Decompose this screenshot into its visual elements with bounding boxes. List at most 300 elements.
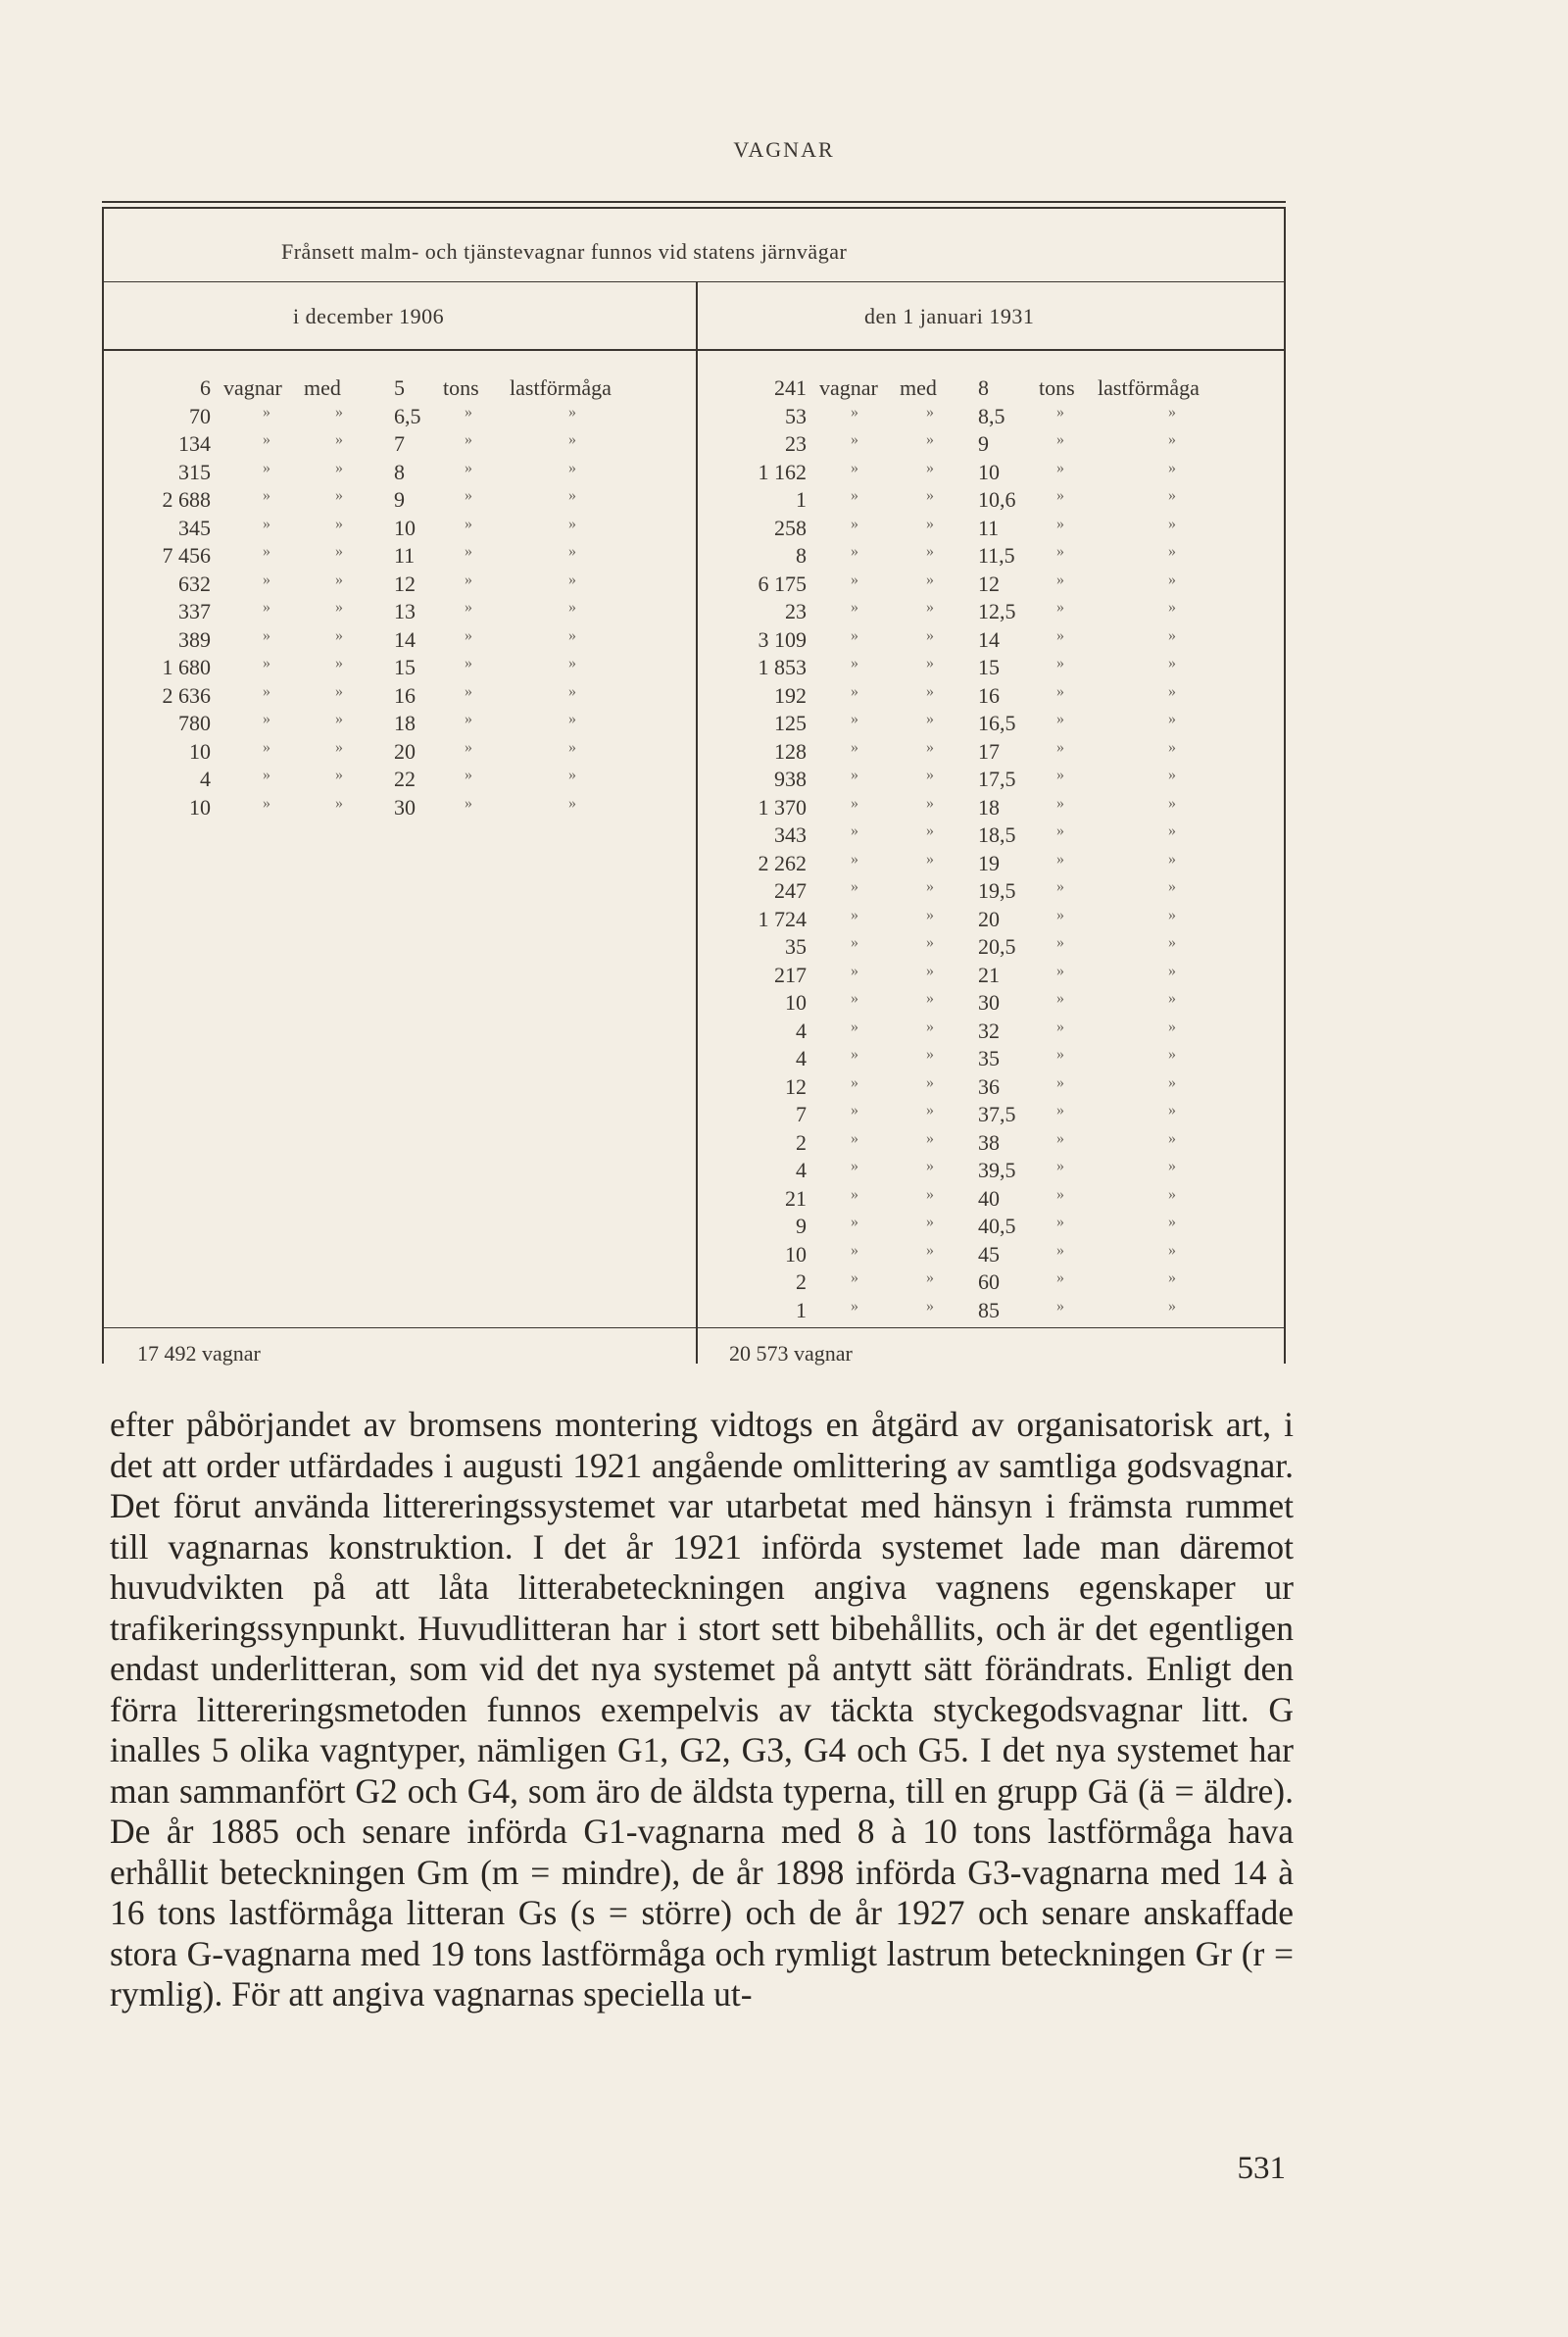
ditto-mark: » xyxy=(1056,1046,1064,1063)
ditto-mark: » xyxy=(1056,1102,1064,1119)
ditto-mark: » xyxy=(851,1073,858,1091)
ditto-mark: » xyxy=(1056,543,1064,560)
ditto-mark: » xyxy=(1168,1073,1176,1091)
ditto-mark: » xyxy=(851,990,858,1007)
right-column-heading: den 1 januari 1931 xyxy=(864,304,1035,328)
ditto-mark: » xyxy=(851,403,858,421)
wagon-count: 217 xyxy=(774,962,807,987)
table-row xyxy=(0,1074,1568,1102)
ditto-mark: » xyxy=(335,459,343,476)
ditto-mark: » xyxy=(1056,571,1064,588)
ditto-mark: » xyxy=(465,487,472,504)
capacity: 19,5 xyxy=(978,878,1016,903)
ditto-mark: » xyxy=(851,934,858,951)
capacity: 18 xyxy=(394,711,416,735)
ditto-mark: » xyxy=(568,738,576,756)
table-row xyxy=(0,375,1568,403)
capacity: 7 xyxy=(394,431,405,456)
ditto-mark: » xyxy=(1056,1018,1064,1035)
word-lastformaga: lastförmåga xyxy=(1098,375,1200,400)
capacity: 19 xyxy=(978,850,1000,875)
wagon-count: 53 xyxy=(785,403,807,428)
ditto-mark: » xyxy=(851,1185,858,1203)
wagon-count: 780 xyxy=(178,711,211,735)
table-row xyxy=(0,1242,1568,1269)
ditto-mark: » xyxy=(1056,711,1064,727)
ditto-mark: » xyxy=(465,682,472,700)
capacity: 18,5 xyxy=(978,822,1016,847)
ditto-mark: » xyxy=(465,655,472,671)
ditto-mark: » xyxy=(1056,655,1064,671)
wagon-count: 6 xyxy=(200,375,211,400)
ditto-mark: » xyxy=(926,626,934,644)
ditto-mark: » xyxy=(851,1269,858,1286)
ditto-mark: » xyxy=(851,1158,858,1174)
table-caption: Frånsett malm- och tjänstevagnar funnos vid statens järnvägar xyxy=(281,239,848,264)
ditto-mark: » xyxy=(1056,1241,1064,1259)
heading-rule xyxy=(102,349,1286,351)
ditto-mark: » xyxy=(926,906,934,923)
table-row xyxy=(0,516,1568,543)
wagon-count: 1 680 xyxy=(162,655,211,679)
table-row xyxy=(0,683,1568,711)
wagon-count: 8 xyxy=(796,543,807,568)
ditto-mark: » xyxy=(1056,1073,1064,1091)
table-row xyxy=(0,543,1568,571)
ditto-mark: » xyxy=(568,711,576,727)
ditto-mark: » xyxy=(263,403,270,421)
wagon-count: 192 xyxy=(774,682,807,708)
capacity: 20,5 xyxy=(978,934,1016,959)
ditto-mark: » xyxy=(926,767,934,783)
wagon-count: 2 xyxy=(796,1269,807,1294)
ditto-mark: » xyxy=(1056,906,1064,923)
right-total: 20 573 vagnar xyxy=(729,1341,853,1366)
ditto-mark: » xyxy=(568,682,576,700)
ditto-mark: » xyxy=(335,515,343,532)
capacity: 10,6 xyxy=(978,487,1016,512)
ditto-mark: » xyxy=(851,962,858,979)
wagon-count: 21 xyxy=(785,1185,807,1211)
wagon-count: 2 688 xyxy=(162,487,211,512)
table-top-rule-2 xyxy=(102,207,1286,209)
capacity: 13 xyxy=(394,599,416,623)
ditto-mark: » xyxy=(1056,794,1064,812)
page-number: 531 xyxy=(1237,2151,1286,2186)
table-row xyxy=(0,739,1568,767)
ditto-mark: » xyxy=(851,543,858,560)
total-rule-left xyxy=(102,1327,696,1328)
ditto-mark: » xyxy=(851,431,858,448)
word-med: med xyxy=(304,375,341,400)
ditto-mark: » xyxy=(1168,1297,1176,1315)
table-row xyxy=(0,1019,1568,1046)
capacity: 16,5 xyxy=(978,711,1016,735)
wagon-count: 632 xyxy=(178,571,211,596)
ditto-mark: » xyxy=(1168,1129,1176,1147)
ditto-mark: » xyxy=(1168,599,1176,616)
wagon-count: 247 xyxy=(774,878,807,903)
ditto-mark: » xyxy=(851,850,858,868)
table-row xyxy=(0,1186,1568,1214)
ditto-mark: » xyxy=(1056,1129,1064,1147)
ditto-mark: » xyxy=(851,655,858,671)
total-rule-right xyxy=(698,1327,1284,1328)
ditto-mark: » xyxy=(1056,431,1064,448)
table-row xyxy=(0,460,1568,487)
wagon-count: 258 xyxy=(774,515,807,540)
table-row xyxy=(0,767,1568,794)
ditto-mark: » xyxy=(851,626,858,644)
word-vagnar: vagnar xyxy=(223,375,282,400)
caption-rule xyxy=(102,281,1286,282)
wagon-count: 1 724 xyxy=(758,906,807,931)
ditto-mark: » xyxy=(926,1102,934,1119)
capacity: 85 xyxy=(978,1297,1000,1322)
ditto-mark: » xyxy=(1056,1185,1064,1203)
ditto-mark: » xyxy=(568,626,576,644)
ditto-mark: » xyxy=(1168,1185,1176,1203)
ditto-mark: » xyxy=(1168,738,1176,756)
wagon-count: 4 xyxy=(796,1158,807,1182)
left-total: 17 492 vagnar xyxy=(137,1341,261,1366)
wagon-count: 9 xyxy=(796,1214,807,1238)
ditto-mark: » xyxy=(263,599,270,616)
ditto-mark: » xyxy=(926,1297,934,1315)
table-row xyxy=(0,822,1568,850)
word-med: med xyxy=(900,375,937,400)
ditto-mark: » xyxy=(1168,1018,1176,1035)
ditto-mark: » xyxy=(568,487,576,504)
ditto-mark: » xyxy=(335,655,343,671)
ditto-mark: » xyxy=(263,794,270,812)
ditto-mark: » xyxy=(1168,459,1176,476)
capacity: 17,5 xyxy=(978,767,1016,791)
ditto-mark: » xyxy=(926,990,934,1007)
table-row xyxy=(0,655,1568,682)
ditto-mark: » xyxy=(851,1241,858,1259)
table-row xyxy=(0,1046,1568,1073)
ditto-mark: » xyxy=(926,403,934,421)
ditto-mark: » xyxy=(1168,403,1176,421)
wagon-count: 4 xyxy=(796,1046,807,1070)
ditto-mark: » xyxy=(568,403,576,421)
capacity: 15 xyxy=(978,655,1000,679)
ditto-mark: » xyxy=(1168,682,1176,700)
table-row xyxy=(0,572,1568,599)
ditto-mark: » xyxy=(1168,962,1176,979)
wagon-count: 12 xyxy=(785,1073,807,1099)
ditto-mark: » xyxy=(1168,571,1176,588)
ditto-mark: » xyxy=(1056,934,1064,951)
capacity: 21 xyxy=(978,962,1000,987)
ditto-mark: » xyxy=(926,794,934,812)
ditto-mark: » xyxy=(851,1102,858,1119)
wagon-count: 389 xyxy=(178,626,211,652)
ditto-mark: » xyxy=(926,934,934,951)
ditto-mark: » xyxy=(851,1214,858,1230)
table-row xyxy=(0,404,1568,431)
ditto-mark: » xyxy=(1168,655,1176,671)
capacity: 6,5 xyxy=(394,403,421,428)
ditto-mark: » xyxy=(926,962,934,979)
capacity: 8 xyxy=(394,459,405,484)
ditto-mark: » xyxy=(1056,962,1064,979)
capacity: 30 xyxy=(394,794,416,820)
ditto-mark: » xyxy=(926,1073,934,1091)
left-column-heading: i december 1906 xyxy=(293,304,445,328)
ditto-mark: » xyxy=(1168,1269,1176,1286)
wagon-count: 1 xyxy=(796,487,807,512)
table-row xyxy=(0,795,1568,822)
capacity: 12 xyxy=(978,571,1000,596)
ditto-mark: » xyxy=(926,487,934,504)
capacity: 12,5 xyxy=(978,599,1016,623)
ditto-mark: » xyxy=(1056,515,1064,532)
ditto-mark: » xyxy=(851,767,858,783)
ditto-mark: » xyxy=(926,1018,934,1035)
ditto-mark: » xyxy=(1168,850,1176,868)
ditto-mark: » xyxy=(926,599,934,616)
ditto-mark: » xyxy=(335,626,343,644)
wagon-count: 241 xyxy=(774,375,807,400)
capacity: 9 xyxy=(394,487,405,512)
capacity: 32 xyxy=(978,1018,1000,1043)
capacity: 18 xyxy=(978,794,1000,820)
table-row xyxy=(0,934,1568,962)
ditto-mark: » xyxy=(851,515,858,532)
ditto-mark: » xyxy=(465,571,472,588)
word-tons: tons xyxy=(443,375,479,400)
capacity: 40,5 xyxy=(978,1214,1016,1238)
capacity: 45 xyxy=(978,1241,1000,1267)
ditto-mark: » xyxy=(1168,1046,1176,1063)
ditto-mark: » xyxy=(851,1018,858,1035)
ditto-mark: » xyxy=(1168,543,1176,560)
ditto-mark: » xyxy=(926,850,934,868)
ditto-mark: » xyxy=(1056,767,1064,783)
ditto-mark: » xyxy=(465,794,472,812)
ditto-mark: » xyxy=(926,878,934,895)
table-row xyxy=(0,1102,1568,1129)
wagon-count: 10 xyxy=(785,990,807,1015)
ditto-mark: » xyxy=(1056,626,1064,644)
ditto-mark: » xyxy=(851,487,858,504)
ditto-mark: » xyxy=(335,599,343,616)
wagon-count: 4 xyxy=(200,767,211,791)
ditto-mark: » xyxy=(263,626,270,644)
ditto-mark: » xyxy=(926,1214,934,1230)
ditto-mark: » xyxy=(568,767,576,783)
wagon-count: 70 xyxy=(189,403,211,428)
ditto-mark: » xyxy=(851,599,858,616)
ditto-mark: » xyxy=(335,403,343,421)
ditto-mark: » xyxy=(263,738,270,756)
ditto-mark: » xyxy=(1056,738,1064,756)
capacity: 8 xyxy=(978,375,989,400)
ditto-mark: » xyxy=(263,655,270,671)
ditto-mark: » xyxy=(465,767,472,783)
ditto-mark: » xyxy=(851,711,858,727)
ditto-mark: » xyxy=(1168,1102,1176,1119)
ditto-mark: » xyxy=(851,794,858,812)
ditto-mark: » xyxy=(1168,515,1176,532)
capacity: 16 xyxy=(978,682,1000,708)
capacity: 60 xyxy=(978,1269,1000,1294)
ditto-mark: » xyxy=(263,431,270,448)
ditto-mark: » xyxy=(1168,990,1176,1007)
running-header: VAGNAR xyxy=(733,137,835,162)
wagon-count: 337 xyxy=(178,599,211,623)
capacity: 11 xyxy=(978,515,1000,540)
capacity: 22 xyxy=(394,767,416,791)
wagon-count: 2 636 xyxy=(162,682,211,708)
wagon-count: 938 xyxy=(774,767,807,791)
table-row xyxy=(0,711,1568,738)
ditto-mark: » xyxy=(1168,431,1176,448)
ditto-mark: » xyxy=(851,738,858,756)
ditto-mark: » xyxy=(568,543,576,560)
table-row xyxy=(0,851,1568,878)
ditto-mark: » xyxy=(851,822,858,839)
ditto-mark: » xyxy=(263,571,270,588)
capacity: 10 xyxy=(394,515,416,540)
ditto-mark: » xyxy=(1168,794,1176,812)
ditto-mark: » xyxy=(568,571,576,588)
table-row xyxy=(0,1298,1568,1325)
wagon-count: 128 xyxy=(774,738,807,764)
ditto-mark: » xyxy=(335,431,343,448)
wagon-count: 315 xyxy=(178,459,211,484)
table-row xyxy=(0,431,1568,459)
ditto-mark: » xyxy=(926,1158,934,1174)
ditto-mark: » xyxy=(465,543,472,560)
ditto-mark: » xyxy=(851,878,858,895)
ditto-mark: » xyxy=(851,1129,858,1147)
ditto-mark: » xyxy=(263,767,270,783)
ditto-mark: » xyxy=(1168,487,1176,504)
ditto-mark: » xyxy=(335,543,343,560)
ditto-mark: » xyxy=(1056,1214,1064,1230)
ditto-mark: » xyxy=(926,431,934,448)
table-row xyxy=(0,907,1568,934)
wagon-count: 3 109 xyxy=(758,626,807,652)
ditto-mark: » xyxy=(465,515,472,532)
capacity: 20 xyxy=(394,738,416,764)
ditto-mark: » xyxy=(851,1046,858,1063)
wagon-count: 1 162 xyxy=(758,459,807,484)
ditto-mark: » xyxy=(926,571,934,588)
ditto-mark: » xyxy=(335,767,343,783)
capacity: 5 xyxy=(394,375,405,400)
ditto-mark: » xyxy=(335,711,343,727)
table-row xyxy=(0,963,1568,990)
capacity: 39,5 xyxy=(978,1158,1016,1182)
ditto-mark: » xyxy=(465,711,472,727)
capacity: 38 xyxy=(978,1129,1000,1155)
capacity: 14 xyxy=(978,626,1000,652)
word-vagnar: vagnar xyxy=(819,375,878,400)
ditto-mark: » xyxy=(851,571,858,588)
table-row xyxy=(0,1158,1568,1185)
capacity: 12 xyxy=(394,571,416,596)
ditto-mark: » xyxy=(851,906,858,923)
ditto-mark: » xyxy=(1056,1158,1064,1174)
table-row xyxy=(0,990,1568,1018)
wagon-count: 10 xyxy=(785,1241,807,1267)
ditto-mark: » xyxy=(926,738,934,756)
capacity: 8,5 xyxy=(978,403,1005,428)
wagon-count: 125 xyxy=(774,711,807,735)
ditto-mark: » xyxy=(465,431,472,448)
ditto-mark: » xyxy=(851,682,858,700)
ditto-mark: » xyxy=(926,711,934,727)
ditto-mark: » xyxy=(1168,1158,1176,1174)
ditto-mark: » xyxy=(465,738,472,756)
capacity: 20 xyxy=(978,906,1000,931)
table-row xyxy=(0,487,1568,515)
ditto-mark: » xyxy=(926,543,934,560)
ditto-mark: » xyxy=(1056,878,1064,895)
ditto-mark: » xyxy=(1056,822,1064,839)
capacity: 9 xyxy=(978,431,989,456)
table-row xyxy=(0,627,1568,655)
ditto-mark: » xyxy=(1056,403,1064,421)
capacity: 35 xyxy=(978,1046,1000,1070)
ditto-mark: » xyxy=(926,1269,934,1286)
wagon-count: 4 xyxy=(796,1018,807,1043)
ditto-mark: » xyxy=(263,543,270,560)
wagon-count: 1 xyxy=(796,1297,807,1322)
capacity: 17 xyxy=(978,738,1000,764)
ditto-mark: » xyxy=(465,599,472,616)
capacity: 30 xyxy=(978,990,1000,1015)
ditto-mark: » xyxy=(1168,822,1176,839)
ditto-mark: » xyxy=(926,1046,934,1063)
ditto-mark: » xyxy=(335,487,343,504)
wagon-count: 10 xyxy=(189,794,211,820)
ditto-mark: » xyxy=(926,515,934,532)
wagon-count: 6 175 xyxy=(758,571,807,596)
ditto-mark: » xyxy=(1168,1214,1176,1230)
capacity: 36 xyxy=(978,1073,1000,1099)
ditto-mark: » xyxy=(1056,459,1064,476)
wagon-count: 345 xyxy=(178,515,211,540)
capacity: 15 xyxy=(394,655,416,679)
capacity: 11,5 xyxy=(978,543,1015,568)
ditto-mark: » xyxy=(335,794,343,812)
wagon-count: 23 xyxy=(785,599,807,623)
ditto-mark: » xyxy=(1056,990,1064,1007)
wagon-count: 134 xyxy=(178,431,211,456)
ditto-mark: » xyxy=(568,655,576,671)
ditto-mark: » xyxy=(465,626,472,644)
ditto-mark: » xyxy=(568,794,576,812)
capacity: 11 xyxy=(394,543,416,568)
ditto-mark: » xyxy=(568,515,576,532)
table-row xyxy=(0,878,1568,906)
ditto-mark: » xyxy=(1168,906,1176,923)
ditto-mark: » xyxy=(465,403,472,421)
ditto-mark: » xyxy=(335,571,343,588)
ditto-mark: » xyxy=(926,822,934,839)
ditto-mark: » xyxy=(926,1185,934,1203)
ditto-mark: » xyxy=(926,655,934,671)
ditto-mark: » xyxy=(1168,711,1176,727)
wagon-count: 10 xyxy=(189,738,211,764)
ditto-mark: » xyxy=(926,682,934,700)
ditto-mark: » xyxy=(1056,682,1064,700)
